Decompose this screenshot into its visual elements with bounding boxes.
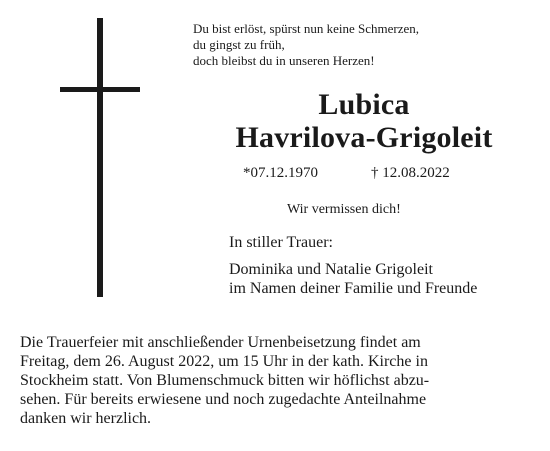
poem: [193, 21, 419, 69]
notice-line: Freitag, dem 26. August 2022, um 15 Uhr in der kath. Kirche in: [20, 353, 428, 370]
notice-line: sehen. Für bereits erwiesene und noch zugedachte Anteilnahme: [20, 391, 427, 408]
poem-line: du gingst zu früh,: [193, 37, 285, 52]
mourning-block: [229, 233, 477, 298]
cross-horizontal-bar: [60, 87, 140, 92]
funeral-notice: [20, 333, 540, 428]
poem-line: Du bist erlöst, spürst nun keine Schmerzen,: [193, 21, 420, 36]
poem-line: doch bleibst du in unseren Herzen!: [193, 53, 375, 68]
cross-icon: [60, 18, 140, 298]
notice-line: danken wir herzlich.: [20, 410, 152, 427]
mourning-heading: In stiller Trauer:: [229, 234, 333, 251]
mourning-line: Dominika und Natalie Grigoleit: [229, 261, 433, 278]
miss-text: Wir vermissen dich!: [287, 202, 401, 217]
notice-line: Die Trauerfeier mit anschließender Urnenbeisetzung findet am: [20, 334, 421, 351]
deceased-last-name: Havrilova-Grigoleit: [235, 121, 493, 154]
deceased-first-name: Lubica: [318, 88, 410, 121]
death-date: † 12.08.2022: [371, 165, 450, 181]
deceased-name: [178, 88, 550, 154]
mourning-line: im Namen deiner Familie und Freunde: [229, 280, 478, 297]
cross-vertical-bar: [97, 18, 103, 297]
notice-line: Stockheim statt. Von Blumenschmuck bitten wir höflichst abzu-: [20, 372, 430, 389]
birth-date: *07.12.1970: [243, 165, 318, 181]
